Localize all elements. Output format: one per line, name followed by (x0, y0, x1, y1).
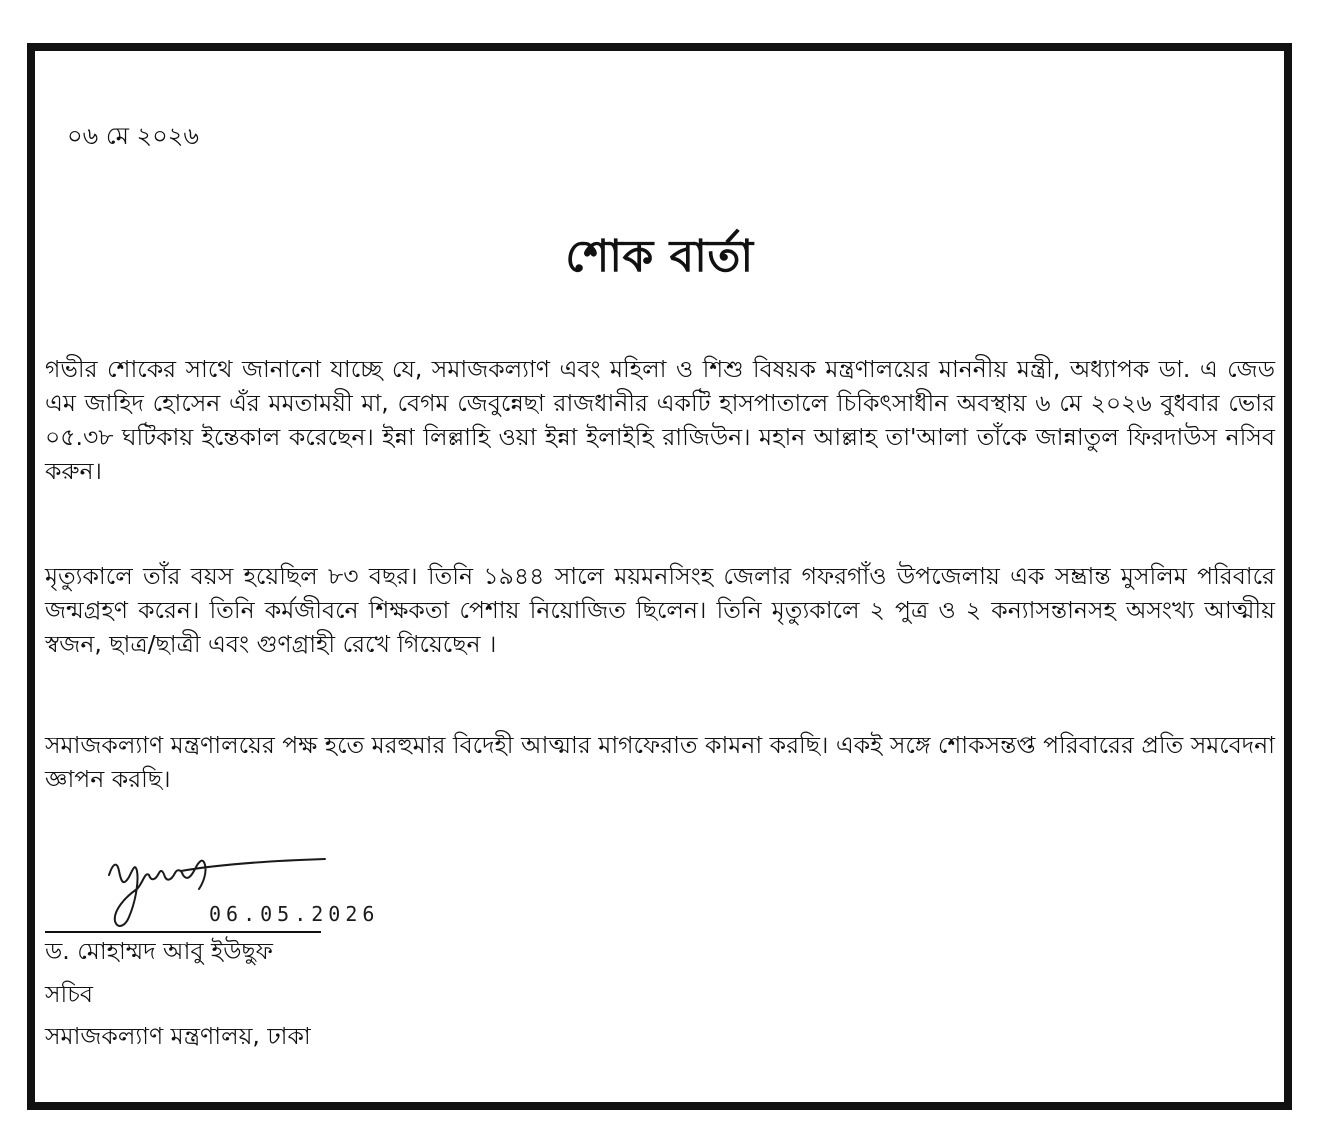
paragraph-biography: মৃত্যুকালে তাঁর বয়স হয়েছিল ৮৩ বছর। তিনি ১৯৪৪ সালে ময়মনসিংহ জেলার গফরগাঁও উপজেলায় এক সম্ভ্রান্ত মুসলিম পরিবারে জন্মগ্রহণ করেন। তিনি কর্মজীবনে শিক্ষকতা পেশায় নিয়োজিত ছিলেন। তিনি মৃত্যুকালে ২ পুত্র ও ২ কন্যাসন্তানসহ অসংখ্য আত্মীয় স্বজন, ছাত্র/ছাত্রী এবং গুণগ্রাহী রেখে গিয়েছেন । (45, 562, 1275, 658)
paragraph-condolence: সমাজকল্যাণ মন্ত্রণালয়ের পক্ষ হতে মরহুমার বিদেহী আত্মার মাগফেরাত কামনা করছি। একই সঙ্গে শোকসন্তপ্ত পরিবারের প্রতি সমবেদনা জ্ঞাপন করছি। (45, 731, 1275, 793)
document-title: শোক বার্তা (565, 231, 754, 282)
signer-office: সমাজকল্যাণ মন্ত্রণালয়, ঢাকা (45, 1022, 311, 1050)
document-date: ০৬ মে ২০২৬ (67, 122, 199, 150)
handwritten-signature (95, 841, 455, 931)
document-frame (27, 43, 1292, 1110)
signer-name: ড. মোহাম্মদ আবু ইউছুফ (45, 937, 273, 965)
signer-designation: সচিব (45, 980, 94, 1008)
handwritten-date: 06.05.2026 (209, 902, 380, 926)
paragraph-announcement: গভীর শোকের সাথে জানানো যাচ্ছে যে, সমাজকল্যাণ এবং মহিলা ও শিশু বিষয়ক মন্ত্রণালয়ের মাননীয় মন্ত্রী, অধ্যাপক ডা. এ জেড এম জাহিদ হোসেন এঁর মমতাময়ী মা, বেগম জেবুন্নেছা রাজধানীর একটি হাসপাতালে চিকিৎসাধীন অবস্থায় ৬ মে ২০২৬ বুধবার ভোর ০৫.৩৮ ঘটিকায় ইন্তেকাল করেছেন। ইন্না লিল্লাহি ওয়া ইন্না ইলাইহি রাজিউন। মহান আল্লাহ তা'আলা তাঁকে জান্নাতুল ফিরদাউস নসিব করুন। (45, 355, 1275, 485)
signature-line (45, 931, 321, 933)
